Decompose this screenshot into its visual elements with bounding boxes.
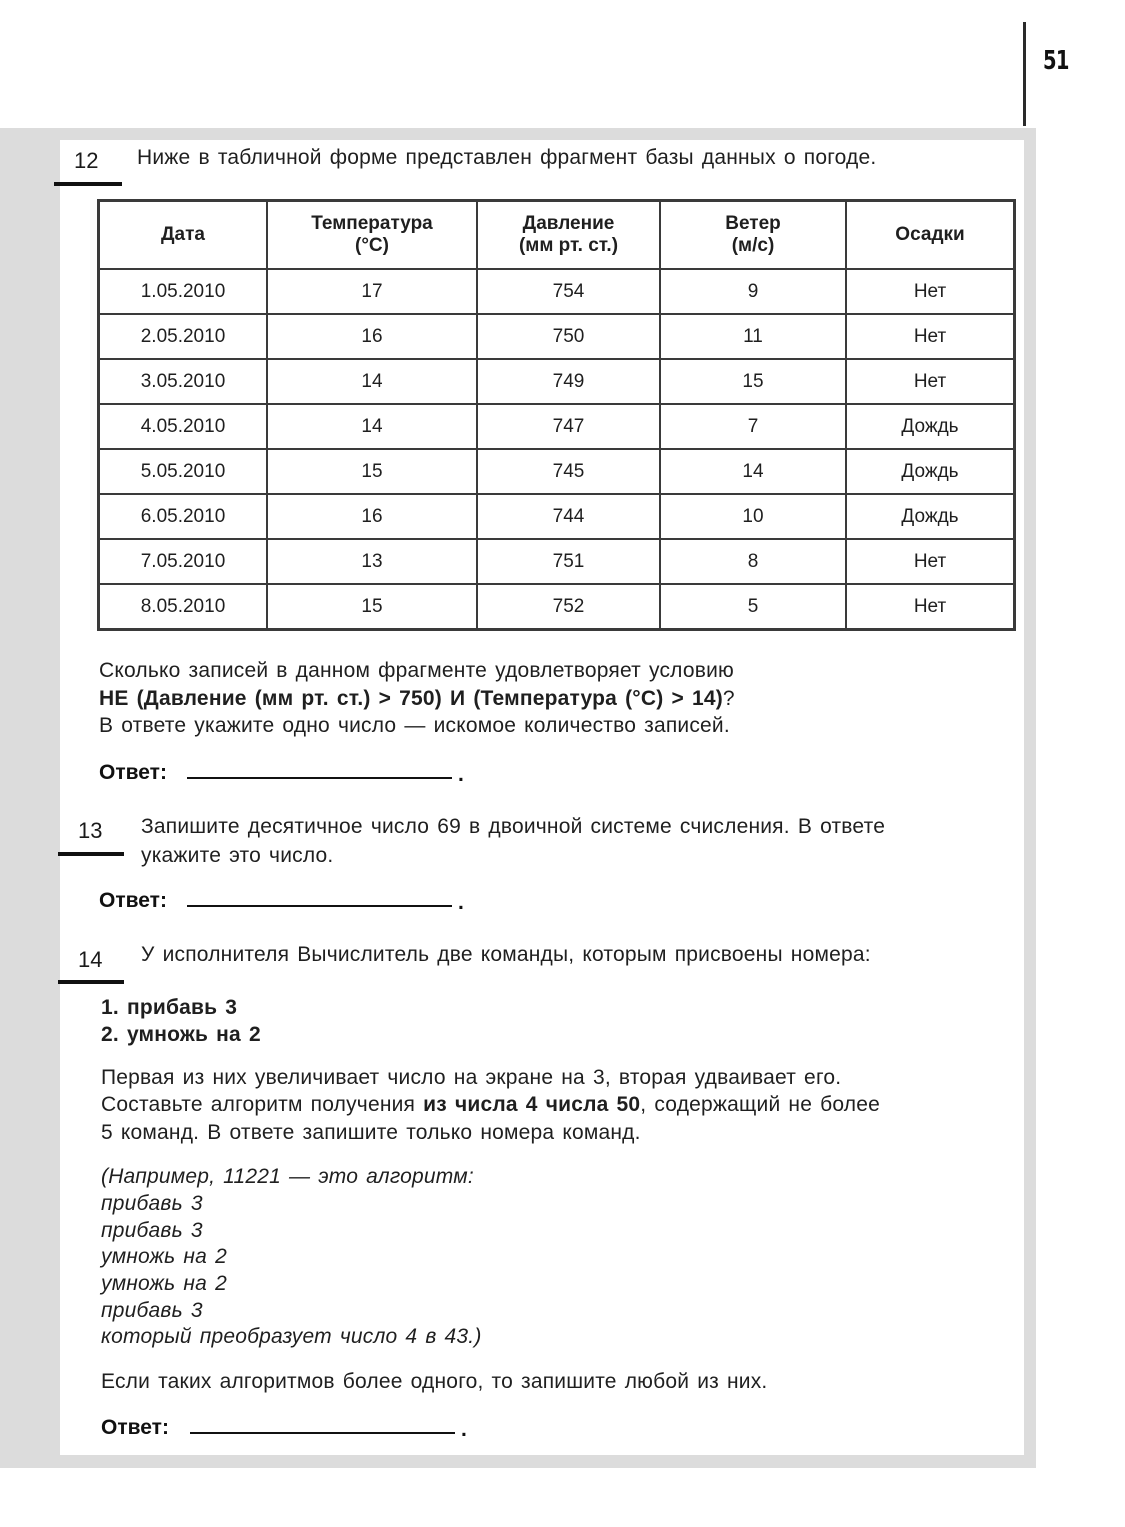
cell-precipitation: Дождь (846, 404, 1015, 449)
table-row (99, 584, 1015, 630)
header-temperature-label: Температура (311, 213, 433, 234)
task-12-condition-line (99, 685, 735, 713)
header-pressure (477, 201, 660, 270)
cell-wind: 14 (660, 449, 846, 494)
header-date-label: Дата (161, 224, 205, 245)
header-wind-unit: (м/с) (731, 235, 775, 256)
task-14-para-line3: 5 команд. В ответе запишите только номера команд. (101, 1121, 641, 1144)
page-margin-rule (1023, 22, 1026, 126)
task-13-answer-dot: . (458, 891, 464, 914)
task-13-answer-label: Ответ: (99, 889, 167, 912)
table-row (99, 314, 1015, 359)
cell-pressure: 752 (477, 584, 660, 630)
cell-wind: 10 (660, 494, 846, 539)
cell-wind: 7 (660, 404, 846, 449)
cell-precipitation: Нет (846, 359, 1015, 404)
cell-temperature: 13 (267, 539, 477, 584)
header-precipitation-label: Осадки (895, 224, 965, 245)
task-14-closing: Если таких алгоритмов более одного, то запишите любой из них. (101, 1370, 768, 1393)
task-14-underline (58, 980, 124, 984)
cell-precipitation: Нет (846, 269, 1015, 314)
example-line: умножь на 2 (101, 1245, 227, 1268)
page-number: 51 (1043, 46, 1069, 76)
cell-temperature: 14 (267, 359, 477, 404)
table-row (99, 404, 1015, 449)
example-line: умножь на 2 (101, 1272, 227, 1295)
header-date (99, 201, 268, 270)
task-13-answer-field[interactable] (187, 905, 452, 907)
table-row (99, 539, 1015, 584)
cell-wind: 5 (660, 584, 846, 630)
example-line: прибавь 3 (101, 1192, 203, 1215)
task-12-condition: НЕ (Давление (мм рт. ст.) > 750) И (Температура (°C) > 14) (99, 687, 723, 710)
task-14-answer-field[interactable] (190, 1432, 455, 1434)
cell-wind: 9 (660, 269, 846, 314)
task-12-answer-label: Ответ: (99, 761, 167, 784)
task-14-goal: из числа 4 числа 50 (423, 1093, 641, 1116)
weather-table (97, 199, 1016, 631)
header-pressure-label: Давление (522, 213, 615, 234)
cell-precipitation: Дождь (846, 494, 1015, 539)
task-14-para-line2-a: Составьте алгоритм получения (101, 1093, 424, 1116)
cell-precipitation: Дождь (846, 449, 1015, 494)
example-line: который преобразует число 4 в 43.) (101, 1325, 482, 1348)
cell-wind: 11 (660, 314, 846, 359)
command-1: 1. прибавь 3 (101, 996, 238, 1019)
cell-pressure: 745 (477, 449, 660, 494)
task-12-instruction: В ответе укажите одно число — искомое количество записей. (99, 714, 730, 737)
cell-precipitation: Нет (846, 539, 1015, 584)
table-row (99, 494, 1015, 539)
task-12-answer-field[interactable] (187, 777, 452, 779)
header-precipitation (846, 201, 1015, 270)
table-row (99, 449, 1015, 494)
cell-temperature: 16 (267, 314, 477, 359)
cell-pressure: 750 (477, 314, 660, 359)
example-line: (Например, 11221 — это алгоритм: (101, 1165, 474, 1188)
cell-date: 6.05.2010 (99, 494, 268, 539)
table-header-row (99, 201, 1015, 270)
task-12-number: 12 (74, 148, 99, 173)
cell-precipitation: Нет (846, 314, 1015, 359)
cell-date: 7.05.2010 (99, 539, 268, 584)
task-14-intro: У исполнителя Вычислитель две команды, которым присвоены номера: (141, 943, 871, 966)
header-pressure-unit: (мм рт. ст.) (518, 235, 619, 256)
cell-date: 5.05.2010 (99, 449, 268, 494)
header-temperature (267, 201, 477, 270)
task-13-text-line2: укажите это число. (141, 844, 334, 867)
header-wind (660, 201, 846, 270)
cell-temperature: 15 (267, 584, 477, 630)
table-row (99, 359, 1015, 404)
header-wind-label: Ветер (725, 213, 781, 234)
task-14-number: 14 (78, 947, 103, 972)
task-12-intro: Ниже в табличной форме представлен фрагмент базы данных о погоде. (137, 146, 877, 169)
task-14-para-line2-c: , содержащий не более (640, 1093, 880, 1116)
cell-date: 1.05.2010 (99, 269, 268, 314)
task-14-answer-label: Ответ: (101, 1416, 169, 1439)
cell-date: 2.05.2010 (99, 314, 268, 359)
task-13-text-line1: Запишите десятичное число 69 в двоичной системе счисления. В ответе (141, 815, 886, 838)
task-12-question: Сколько записей в данном фрагменте удовлетворяет условию (99, 659, 734, 682)
cell-wind: 15 (660, 359, 846, 404)
task-12-answer-dot: . (458, 763, 464, 786)
command-2: 2. умножь на 2 (101, 1023, 261, 1046)
example-line: прибавь 3 (101, 1299, 203, 1322)
cell-temperature: 16 (267, 494, 477, 539)
cell-wind: 8 (660, 539, 846, 584)
task-12-underline (54, 182, 122, 186)
task-13-number: 13 (78, 818, 103, 843)
cell-date: 8.05.2010 (99, 584, 268, 630)
example-line: прибавь 3 (101, 1219, 203, 1242)
cell-pressure: 744 (477, 494, 660, 539)
cell-date: 4.05.2010 (99, 404, 268, 449)
header-temperature-unit: (°C) (355, 235, 389, 256)
cell-pressure: 747 (477, 404, 660, 449)
cell-temperature: 15 (267, 449, 477, 494)
cell-pressure: 754 (477, 269, 660, 314)
cell-temperature: 17 (267, 269, 477, 314)
task-13-underline (58, 852, 124, 856)
task-12-condition-end: ? (722, 687, 735, 710)
cell-temperature: 14 (267, 404, 477, 449)
task-14-answer-dot: . (461, 1418, 467, 1441)
cell-pressure: 751 (477, 539, 660, 584)
cell-precipitation: Нет (846, 584, 1015, 630)
task-14-para-line1: Первая из них увеличивает число на экране на 3, вторая удваивает его. (101, 1066, 842, 1089)
task-14-para-line2 (101, 1091, 880, 1119)
cell-date: 3.05.2010 (99, 359, 268, 404)
table-row (99, 269, 1015, 314)
cell-pressure: 749 (477, 359, 660, 404)
